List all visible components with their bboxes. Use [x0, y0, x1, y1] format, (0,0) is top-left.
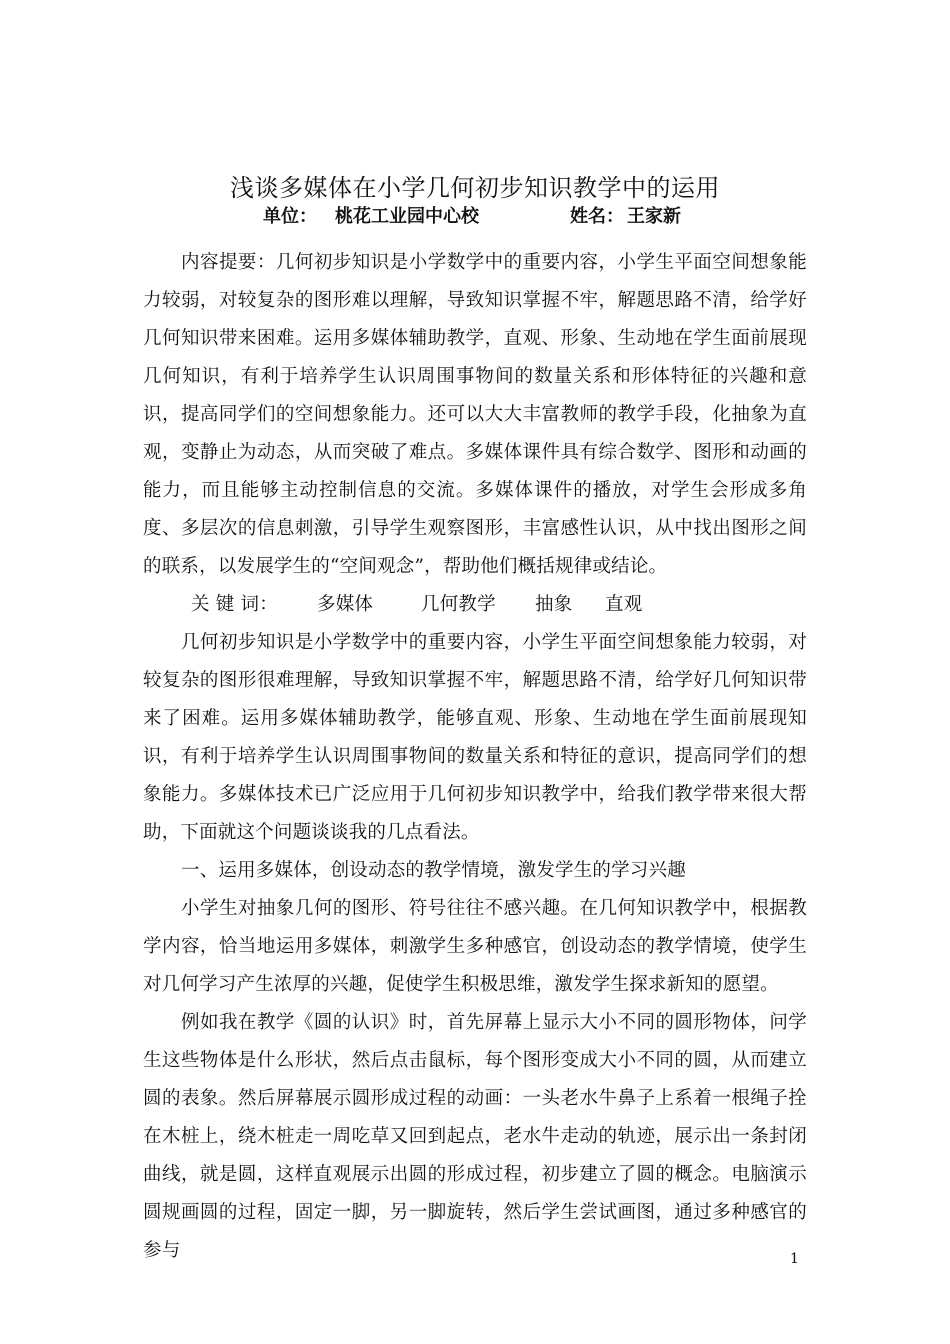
- unit-label: 单位：: [263, 206, 317, 227]
- body-paragraph: 小学生对抽象几何的图形、符号往往不感兴趣。在几何知识教学中，根据教学内容，恰当地运用多媒体，刺激学生多种感官，创设动态的教学情境，使学生对几何学习产生浓厚的兴趣，促使学生积极思维，激发学生探求新知的愿望。: [143, 898, 807, 995]
- page-number: 1: [790, 1251, 799, 1267]
- document-body: [143, 244, 807, 1270]
- document-title: 浅谈多媒体在小学几何初步知识教学中的运用: [230, 174, 720, 202]
- unit-value: 桃花工业园中心校: [335, 206, 479, 227]
- keywords-label: 关 键 词：: [191, 594, 278, 615]
- keyword-item: 抽象: [535, 594, 573, 615]
- abstract-paragraph: 内容提要：几何初步知识是小学数学中的重要内容，小学生平面空间想象能力较弱，对较复杂的图形难以理解，导致知识掌握不牢，解题思路不清，给学好几何知识带来困难。运用多媒体辅助教学，直观、形象、生动地在学生面前展现几何知识，有利于培养学生认识周围事物间的数量关系和形体特征的兴趣和意识，提高同学们的空间想象能力。还可以大大丰富教师的教学手段，化抽象为直观，变静止为动态，从而突破了难点。多媒体课件具有综合数学、图形和动画的能力，而且能够主动控制信息的交流。多媒体课件的播放，对学生会形成多角度、多层次的信息刺激，引导学生观察图形，丰富感性认识，从中找出图形之间的联系，以发展学生的“空间观念”，帮助他们概括规律或结论。: [143, 252, 807, 577]
- keyword-item: 几何教学: [421, 594, 496, 615]
- name-value: 王家新: [627, 206, 681, 227]
- author-byline: [0, 204, 950, 230]
- keyword-item: 直观: [605, 594, 643, 615]
- name-label: 姓名：: [570, 206, 624, 227]
- intro-paragraph: 几何初步知识是小学数学中的重要内容，小学生平面空间想象能力较弱，对较复杂的图形很难理解，导致知识掌握不牢，解题思路不清，给学好几何知识带来了困难。运用多媒体辅助教学，能够直观、形象、生动地在学生面前展现知识，有利于培养学生认识周围事物间的数量关系和特征的意识，提高同学们的想象能力。多媒体技术已广泛应用于几何初步知识教学中，给我们教学带来很大帮助，下面就这个问题谈谈我的几点看法。: [143, 632, 807, 843]
- keyword-item: 多媒体: [317, 594, 374, 615]
- keywords-line: [143, 586, 807, 624]
- section-heading: 一、运用多媒体，创设动态的教学情境，激发学生的学习兴趣: [181, 860, 686, 881]
- body-paragraph: 例如我在教学《圆的认识》时，首先屏幕上显示大小不同的圆形物体，问学生这些物体是什么形状，然后点击鼠标，每个图形变成大小不同的圆，从而建立圆的表象。然后屏幕展示圆形成过程的动画：一头老水牛鼻子上系着一根绳子拴在木桩上，绕木桩走一周吃草又回到起点，老水牛走动的轨迹，展示出一条封闭曲线，就是圆，这样直观展示出圆的形成过程，初步建立了圆的概念。电脑演示圆规画圆的过程，固定一脚，另一脚旋转，然后学生尝试画图，通过多种感官的参与: [143, 1012, 807, 1261]
